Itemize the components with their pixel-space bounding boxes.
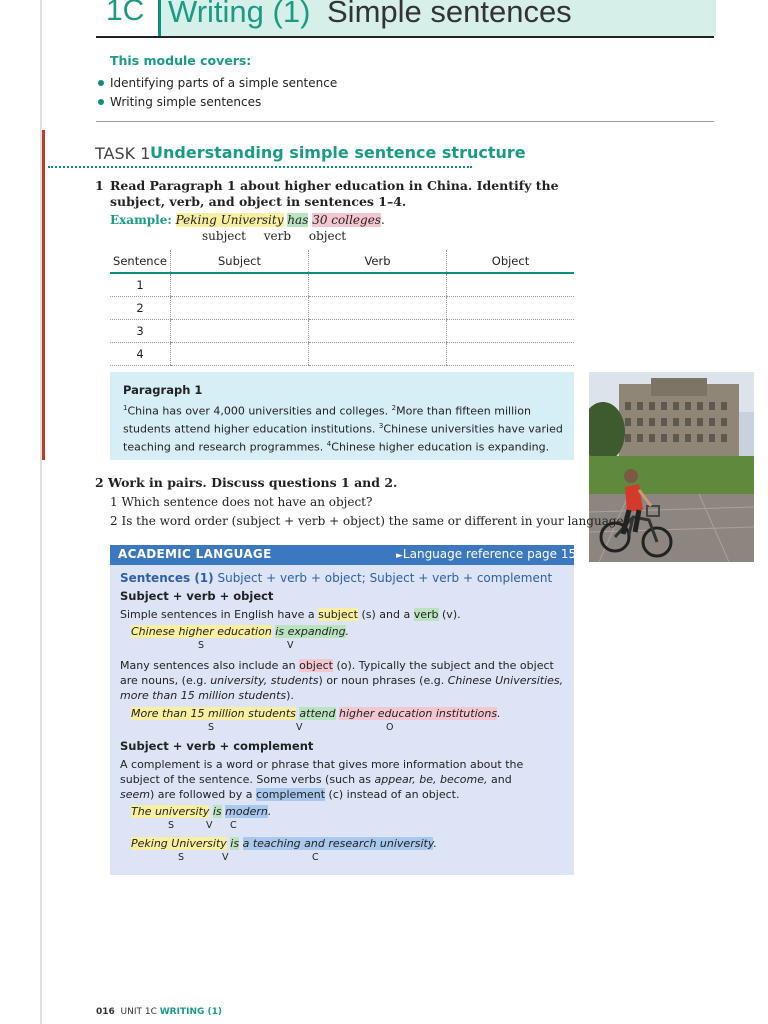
- row-number: 1: [110, 273, 171, 297]
- text-run: Many sentences also include an: [120, 659, 300, 672]
- row-number: 3: [110, 320, 171, 343]
- covers-item: Writing simple sentences: [98, 93, 337, 112]
- verb-cell[interactable]: [309, 273, 447, 297]
- text-run: ) or noun phrases (e.g.: [318, 674, 448, 687]
- row-number: 2: [110, 297, 171, 320]
- example-subject: The university: [131, 805, 210, 818]
- question-1-text: Read Paragraph 1 about higher education in China. Identify the subject, verb, and object in sentences 1–4.: [110, 178, 559, 209]
- label-s: S: [178, 852, 185, 863]
- col-object: Object: [447, 250, 575, 273]
- subject-cell[interactable]: [171, 343, 309, 366]
- unit-code: 1C: [106, 0, 145, 27]
- svc-heading: Subject + verb + complement: [120, 739, 314, 753]
- text-run: A complement is a word or phrase that gives more information about the subject of the sentence. Some verbs (such as: [120, 758, 524, 786]
- example-labels: subject verb object: [202, 229, 347, 243]
- complement-explanation: [120, 757, 540, 802]
- svo-heading: Subject + verb + object: [120, 589, 274, 603]
- text-run: Chinese Universities, more than 15 million students: [120, 674, 564, 702]
- question-item: 1 Which sentence does not have an object?: [110, 495, 373, 509]
- question-number: 1: [95, 178, 104, 193]
- subject-cell[interactable]: [171, 273, 309, 297]
- object-cell[interactable]: [447, 320, 575, 343]
- header-title: Writing (1): [168, 0, 311, 29]
- example-end: .: [345, 625, 350, 638]
- label-v: V: [206, 820, 213, 831]
- object-cell[interactable]: [447, 273, 575, 297]
- task-title: Understanding simple sentence structure: [150, 143, 526, 162]
- object-explanation: [120, 658, 568, 703]
- footer-unit: UNIT 1C: [120, 1007, 157, 1017]
- paragraph-sentence: More than fifteen million students attend higher education institutions.: [123, 404, 531, 436]
- svo-explanation: [120, 607, 565, 622]
- example-3: [131, 805, 271, 818]
- table-row: [110, 297, 574, 320]
- example-verb: is: [230, 837, 240, 850]
- label-v: V: [287, 640, 294, 651]
- example-sentence: [110, 213, 385, 227]
- table-row: [110, 320, 574, 343]
- col-verb: Verb: [309, 250, 447, 273]
- example-complement: modern: [225, 805, 268, 818]
- section-divider: [96, 121, 714, 122]
- subject-term: subject: [318, 608, 358, 621]
- sentences-heading: [120, 571, 552, 585]
- paragraph-title: Paragraph 1: [123, 383, 203, 397]
- example-4: [131, 837, 437, 850]
- col-subject: Subject: [171, 250, 309, 273]
- example-subject: More than 15 million students: [131, 707, 296, 720]
- page-number: 016: [96, 1007, 115, 1017]
- example-end: .: [433, 837, 437, 850]
- text-run: ) are followed by a: [149, 788, 256, 801]
- text-run: seem: [120, 788, 150, 801]
- table-header-row: [110, 250, 574, 273]
- paragraph-sentence: Chinese universities have varied teaching and research programmes.: [123, 422, 563, 454]
- verb-cell[interactable]: [309, 320, 447, 343]
- task-label: TASK 1: [95, 144, 151, 163]
- object-cell[interactable]: [447, 343, 575, 366]
- example-1: [131, 625, 349, 638]
- covers-title: This module covers:: [110, 53, 252, 68]
- example-end: .: [380, 213, 385, 227]
- text-run: ).: [286, 689, 294, 702]
- covers-item: Identifying parts of a simple sentence: [98, 74, 337, 93]
- text-run: and: [487, 773, 512, 786]
- text-run: (o). Typically the subject and the object are nouns, (e.g.: [120, 659, 554, 687]
- object-term: object: [299, 659, 333, 672]
- header-subtitle: Simple sentences: [327, 0, 572, 29]
- row-number: 4: [110, 343, 171, 366]
- example-complement: a teaching and research university: [242, 837, 434, 850]
- example-object: 30 colleges: [312, 213, 381, 227]
- example-label: Example:: [110, 213, 172, 227]
- example-subject: Peking University: [175, 213, 284, 227]
- table-row: [110, 343, 574, 366]
- complement-term: complement: [255, 788, 326, 801]
- text-run: (c) instead of an object.: [325, 788, 460, 801]
- arrow-right-icon: ►: [396, 551, 403, 561]
- label-c: C: [312, 852, 319, 863]
- paragraph-text: $^1$China has over 4,000 universities and colleges. $^2$More than fifteen million students attend higher education institutions. $^3$Chinese universities have varied teaching and research programmes. $^4$Chinese higher education is expanding.: [123, 404, 563, 454]
- margin-marker: [42, 130, 45, 460]
- verb-term: verb: [413, 608, 439, 621]
- question-2-heading: 2 Work in pairs. Discuss questions 1 and 2.: [95, 475, 398, 490]
- footer-section: WRITING (1): [159, 1007, 222, 1017]
- page-footer: [96, 1007, 222, 1017]
- example-object: higher education institutions: [339, 707, 498, 720]
- example-subject: Peking University: [131, 837, 227, 850]
- campus-photo: [589, 372, 754, 562]
- example-2: [131, 707, 501, 720]
- task-dotted-rule: [48, 166, 472, 168]
- question-2-list: [110, 493, 630, 531]
- label-s: S: [208, 722, 215, 733]
- text-run: university, students: [210, 674, 319, 687]
- label-o: O: [386, 722, 394, 733]
- cyclist-campus-image: [589, 372, 754, 562]
- label-c: C: [230, 820, 237, 831]
- sentences-title: Sentences (1): [120, 571, 214, 585]
- paragraph-sentence: China has over 4,000 universities and colleges.: [127, 404, 389, 418]
- paragraph-sentence: Chinese higher education is expanding.: [331, 440, 550, 454]
- text-run: (v).: [438, 608, 461, 621]
- text-run: Simple sentences in English have a: [120, 608, 319, 621]
- label-v: V: [222, 852, 229, 863]
- label-v: V: [296, 722, 303, 733]
- example-subject: Chinese higher education: [131, 625, 272, 638]
- example-end: .: [497, 707, 501, 720]
- question-item: 2 Is the word order (subject + verb + object) the same or different in your language?: [110, 514, 631, 528]
- table-row: [110, 273, 574, 297]
- header-rule: [96, 36, 714, 38]
- verb-cell[interactable]: [309, 343, 447, 366]
- example-verb: has: [287, 213, 309, 227]
- text-run: appear, be, become,: [374, 773, 488, 786]
- answer-table: [110, 250, 574, 366]
- subject-cell[interactable]: [171, 297, 309, 320]
- covers-list: [98, 74, 337, 112]
- label-s: S: [198, 640, 205, 651]
- object-cell[interactable]: [447, 297, 575, 320]
- text-run: (s) and a: [357, 608, 414, 621]
- language-reference-text: Language reference page 150: [402, 547, 584, 561]
- verb-cell[interactable]: [309, 297, 447, 320]
- example-verb: is expanding: [275, 625, 346, 638]
- language-reference-link[interactable]: [396, 547, 584, 561]
- subject-cell[interactable]: [171, 320, 309, 343]
- example-end: .: [267, 805, 272, 818]
- label-s: S: [168, 820, 175, 831]
- sentences-subtitle: Subject + verb + object; Subject + verb + complement: [217, 571, 553, 585]
- example-verb: attend: [299, 707, 336, 720]
- col-sentence: Sentence: [110, 250, 171, 273]
- academic-language-title: ACADEMIC LANGUAGE: [118, 547, 272, 561]
- example-verb: is: [212, 805, 222, 818]
